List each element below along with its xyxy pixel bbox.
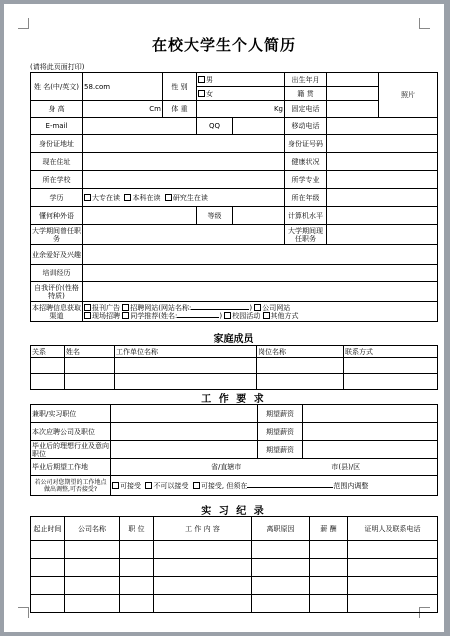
birth-label: 出生年月 [285,73,327,87]
intern-table [30,516,438,613]
major-field[interactable] [327,171,438,189]
family-col-contact: 联系方式 [344,346,438,358]
mobile-label: 移动电话 [285,118,327,135]
height-field[interactable]: Cm [83,101,163,118]
table-cell[interactable] [154,559,252,577]
salary-field[interactable] [303,423,438,441]
table-row [31,374,438,390]
degree-option-associate[interactable]: 大专在读 [84,194,120,202]
table-row [31,559,438,577]
family-col-employer: 工作单位名称 [115,346,257,358]
table-cell[interactable] [65,595,120,613]
level-label: 等级 [197,207,233,225]
intern-col-salary: 薪 酬 [310,517,348,541]
health-label: 健康状况 [285,153,327,171]
adjust-label: 若公司对您期望的工作地点做出调整,可否接受? [31,476,111,496]
table-cell[interactable] [115,358,257,374]
self-eval-field[interactable] [83,282,438,302]
table-cell[interactable] [310,559,348,577]
adjust-option-yes[interactable]: 可接受 [112,482,141,490]
work-req-table [30,404,438,496]
source-option-referral[interactable]: 同学推荐(姓名: [122,312,177,320]
family-col-name: 姓名 [65,346,115,358]
hobby-label: 业余爱好及兴趣 [31,245,83,265]
apply-position-field[interactable] [111,423,258,441]
intern-col-content: 工 作 内 容 [154,517,252,541]
current-address-field[interactable] [83,153,285,171]
table-cell[interactable] [257,374,344,390]
table-cell[interactable] [252,577,310,595]
intern-col-position: 职 位 [120,517,154,541]
past-post-label: 大学期间曾任职务 [32,226,81,243]
salary-label: 期望薪资 [258,405,303,423]
id-number-label: 身份证号码 [285,135,327,153]
table-cell[interactable] [344,358,438,374]
family-heading: 家庭成员 [213,334,254,345]
family-col-relation: 关系 [31,346,65,358]
location-field[interactable]: 省/直辖市 市(县)/区 [111,459,438,476]
table-cell[interactable] [31,374,65,390]
table-cell[interactable] [65,577,120,595]
source-option-newspaper[interactable]: 报刊广告 [84,304,120,312]
id-address-field[interactable] [83,135,285,153]
current-post-label: 大学期间现任职务 [285,225,327,245]
table-cell[interactable] [31,595,65,613]
table-row [31,577,438,595]
weight-label: 体 重 [163,101,197,118]
table-cell[interactable] [115,374,257,390]
checkbox-icon[interactable] [263,312,270,319]
checkbox-icon[interactable] [112,482,119,489]
checkbox-icon[interactable] [124,194,131,201]
id-number-field[interactable] [327,135,438,153]
phone-label: 固定电话 [285,101,327,118]
crop-mark [419,18,430,29]
computer-label: 计算机水平 [285,207,327,225]
past-post-field[interactable] [83,225,285,245]
table-cell[interactable] [154,577,252,595]
current-address-label: 现在住址 [31,153,83,171]
work-req-heading: 工 作 要 求 [201,394,266,405]
intern-col-reason: 离职原因 [252,517,310,541]
checkbox-icon[interactable] [122,312,129,319]
table-row [31,358,438,374]
grade-label: 所在年级 [285,189,327,207]
checkbox-icon[interactable] [145,482,152,489]
basic-info-table [30,72,438,322]
salary-label: 期望薪资 [258,423,303,441]
salary-field[interactable] [303,405,438,423]
table-cell[interactable] [120,559,154,577]
table-cell[interactable] [120,577,154,595]
checkbox-icon[interactable] [224,312,231,319]
id-address-label: 身份证地址 [31,135,83,153]
intern-col-period: 起止时间 [31,517,65,541]
name-field[interactable]: 58.com [83,73,163,101]
print-note: (请将此页面打印) [30,63,85,71]
document-page [4,4,444,632]
table-cell[interactable] [65,374,115,390]
table-cell[interactable] [310,577,348,595]
computer-field[interactable] [327,207,438,225]
table-row [31,595,438,613]
table-cell[interactable] [348,559,438,577]
table-cell[interactable] [348,595,438,613]
parttime-label: 兼职/实习职位 [31,405,111,423]
crop-mark [18,607,29,618]
email-field[interactable] [83,118,197,135]
grade-field[interactable] [327,189,438,207]
training-label: 培训经历 [31,265,83,282]
degree-option-bachelor[interactable]: 本科在读 [124,194,160,202]
checkbox-icon[interactable] [198,90,205,97]
table-cell[interactable] [310,595,348,613]
degree-label: 学历 [31,189,83,207]
table-cell[interactable] [65,358,115,374]
table-cell[interactable] [31,559,65,577]
source-option-website[interactable]: 招聘网站(网站名称: [122,304,191,312]
source-option-company-site[interactable]: 公司网站 [254,304,290,312]
table-cell[interactable] [31,577,65,595]
family-table [30,345,438,390]
degree-options [83,189,285,207]
checkbox-icon[interactable] [198,76,205,83]
apply-position-label: 本次应聘公司及职位 [31,423,111,441]
ideal-industry-field[interactable] [111,441,258,459]
parttime-field[interactable] [111,405,258,423]
checkbox-icon[interactable] [84,312,91,319]
table-cell[interactable] [252,541,310,559]
hobby-field[interactable] [83,245,438,265]
major-label: 所学专业 [285,171,327,189]
table-cell[interactable] [310,541,348,559]
table-row [31,541,438,559]
intern-col-reference: 证明人及联系电话 [348,517,438,541]
health-field[interactable] [327,153,438,171]
table-cell[interactable] [344,374,438,390]
checkbox-icon[interactable] [84,194,91,201]
training-field[interactable] [83,265,438,282]
table-cell[interactable] [154,595,252,613]
salary-field[interactable] [303,441,438,459]
school-label: 所在学校 [31,171,83,189]
table-cell[interactable] [348,577,438,595]
qq-label: QQ [197,118,233,135]
language-field[interactable] [83,207,197,225]
intern-heading: 实 习 纪 录 [201,506,266,517]
self-eval-label: 自我评价(性格特质) [31,282,83,302]
source-option-campus[interactable]: 校园活动 [224,312,260,320]
source-option-onsite[interactable]: 现场招聘 [84,312,120,320]
qq-field[interactable] [233,118,285,135]
adjust-option-conditional[interactable]: 可接受, 但须在 [193,482,247,490]
table-cell[interactable] [154,541,252,559]
male-option[interactable]: 男 [197,73,285,87]
native-field[interactable] [327,87,379,101]
height-label: 身 高 [31,101,83,118]
table-cell[interactable] [120,541,154,559]
level-field[interactable] [233,207,285,225]
name-label: 姓 名(中/英文) [31,73,83,101]
checkbox-icon[interactable] [254,304,261,311]
mobile-field[interactable] [327,118,438,135]
degree-option-graduate[interactable]: 研究生在读 [165,194,208,202]
table-cell[interactable] [65,541,120,559]
source-options: 报刊广告 招聘网站(网站名称: ) 公司网站 现场招聘 同学推荐(姓名: ) 校园活动 其他方式 [83,302,438,322]
crop-mark [18,18,29,29]
table-cell[interactable] [31,541,65,559]
school-field[interactable] [83,171,285,189]
salary-label: 期望薪资 [258,441,303,459]
gender-label: 性 别 [163,73,197,101]
adjust-options: 可接受 不可以接受 可接受, 但须在 范围内调整 [111,476,438,496]
table-cell[interactable] [65,559,120,577]
checkbox-icon[interactable] [165,194,172,201]
phone-field[interactable] [327,101,379,118]
table-cell[interactable] [31,358,65,374]
page-title: 在校大学生个人简历 [151,36,296,54]
location-label: 毕业后期望工作地 [31,459,111,476]
intern-col-company: 公司名称 [65,517,120,541]
source-option-other[interactable]: 其他方式 [263,312,299,320]
table-cell[interactable] [120,595,154,613]
source-label: 本招聘信息获取渠道 [32,303,81,320]
ideal-industry-label: 毕业后的理想行业及意向职位 [32,441,109,458]
table-cell[interactable] [348,541,438,559]
table-cell[interactable] [252,559,310,577]
checkbox-icon[interactable] [122,304,129,311]
birth-field[interactable] [327,73,379,87]
weight-field[interactable]: Kg [197,101,285,118]
female-option[interactable]: 女 [197,87,285,101]
native-label: 籍 贯 [285,87,327,101]
photo-box[interactable]: 照片 [379,73,438,118]
table-cell[interactable] [257,358,344,374]
adjust-option-no[interactable]: 不可以接受 [145,482,188,490]
email-label: E-mail [31,118,83,135]
checkbox-icon[interactable] [193,482,200,489]
family-col-position: 岗位名称 [257,346,344,358]
table-cell[interactable] [252,595,310,613]
checkbox-icon[interactable] [84,304,91,311]
language-label: 懂何种外语 [31,207,83,225]
current-post-field[interactable] [327,225,438,245]
